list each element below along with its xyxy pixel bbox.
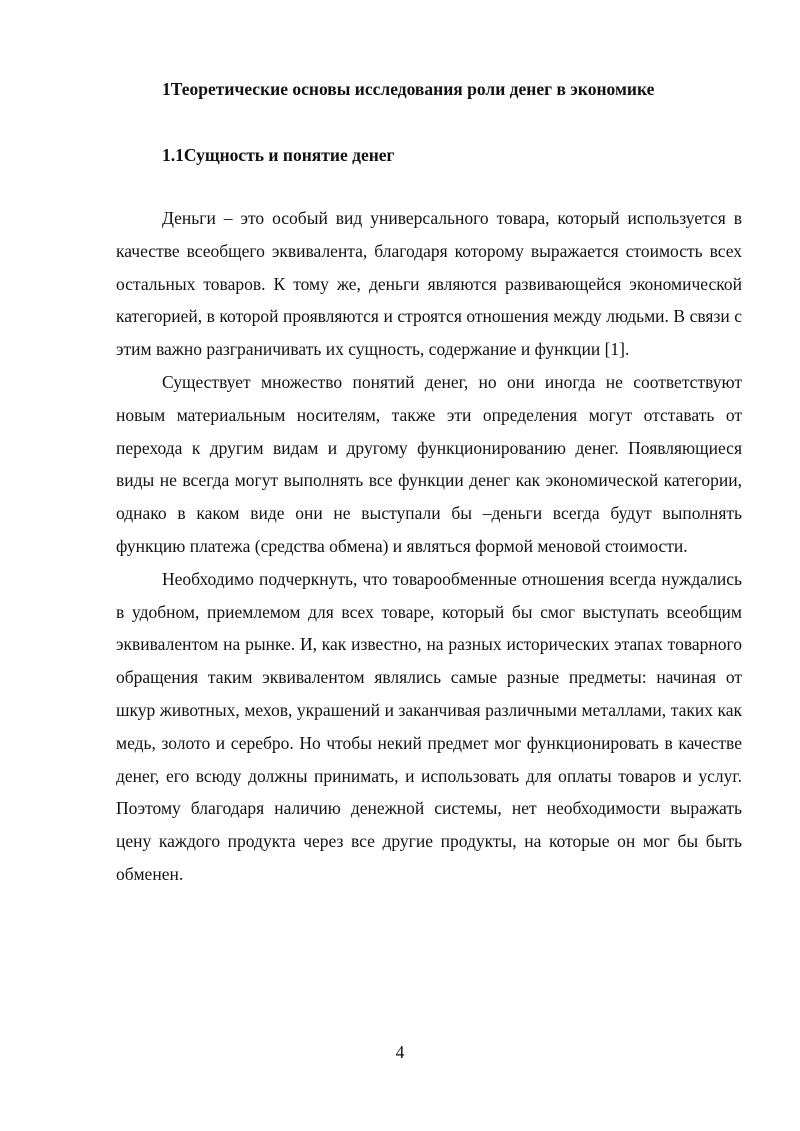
- body-text: [116, 202, 742, 891]
- chapter-heading: 1Теоретические основы исследования роли денег в экономике: [162, 79, 655, 99]
- page-number: 4: [395, 1042, 405, 1062]
- paragraph: Существует множество понятий денег, но они иногда не соответствуют новым материальным носителям, также эти определения могут отставать от перехода к другим видам и другому функционированию денег. Появляющиеся виды не всегда могут выполнять все функции денег как экономической категории, однако в каком виде они не выступали бы –деньги всегда будут выполнять функцию платежа (средства обмена) и являться формой меновой стоимости.: [116, 371, 742, 556]
- paragraph: Деньги – это особый вид универсального товара, который используется в качестве всеобщего эквивалента, благодаря которому выражается стоимость всех остальных товаров. К тому же, деньги являются развивающейся экономической категорией, в которой проявляются и строятся отношения между людьми. В связи с этим важно разграничивать их сущность, содержание и функции [1].: [116, 208, 742, 360]
- paragraph: Необходимо подчеркнуть, что товарообменные отношения всегда нуждались в удобном, приемлемом для всех товаре, который бы смог выступать всеобщим эквивалентом на рынке. И, как известно, на разных исторических этапах товарного обращения таким эквивалентом являлись самые разные предметы: начиная от шкур животных, мехов, украшений и заканчивая различными металлами, таких как медь, золото и серебро. Но чтобы некий предмет мог функционировать в качестве денег, его всюду должны принимать, и использовать для оплаты товаров и услуг. Поэтому благодаря наличию денежной системы, нет необходимости выражать цену каждого продукта через все другие продукты, на которые он мог бы быть обменен.: [116, 568, 742, 884]
- section-heading: 1.1Сущность и понятие денег: [162, 145, 395, 165]
